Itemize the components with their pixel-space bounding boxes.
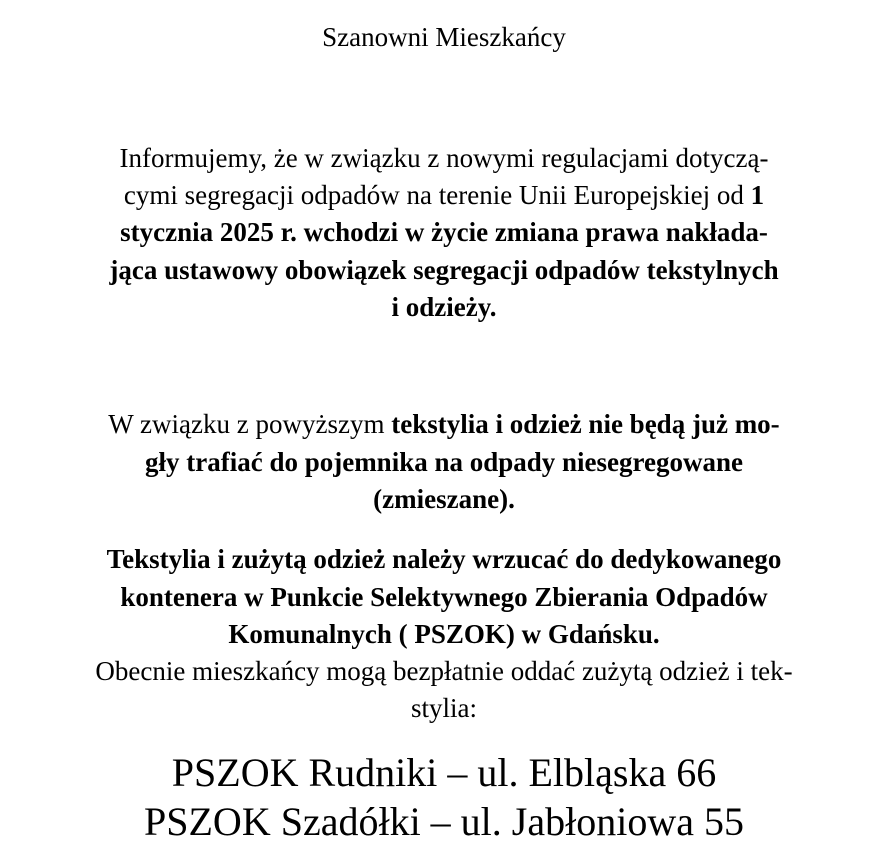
paragraph-2-line-1-bold: tekstylia i odzież nie będą już mo- [391, 409, 780, 439]
location-rudniki: PSZOK Rudniki – ul. Elbląska 66 [171, 750, 717, 795]
paragraph-1-line-1: Informujemy, że w związku z nowymi regulacjami dotyczą- [119, 143, 769, 173]
paragraph-2-line-3: (zmieszane). [373, 484, 515, 514]
paragraph-3-line-3: Komunalnych ( PSZOK) w Gdańsku. [228, 619, 660, 649]
paragraph-1-line-2-text: cymi segregacji odpadów na terenie Unii Europejskiej od [123, 180, 751, 210]
paragraph-1-line-5: i odzieży. [391, 292, 497, 322]
paragraph-2-line-1-text: W związku z powyższym [108, 409, 392, 439]
location-szadolki: PSZOK Szadółki – ul. Jabłoniowa 55 [144, 799, 744, 844]
paragraph-2-line-2: gły trafiać do pojemnika na odpady niesegregowane [144, 447, 744, 477]
paragraph-4-line-1: Obecnie mieszkańcy mogą bezpłatnie oddać zużytą odzież i tek- [95, 656, 793, 686]
paragraph-4-line-2: stylia: [411, 693, 477, 723]
paragraph-3-line-2: kontenera w Punkcie Selektywnego Zbierania Odpadów [120, 582, 768, 612]
paragraph-1-line-2-bold: 1 [750, 180, 765, 210]
paragraph-2-line-1 [0, 405, 888, 443]
paragraph-1-line-3: stycznia 2025 r. wchodzi w życie zmiana prawa nakłada- [120, 217, 768, 247]
paragraph-3-line-1: Tekstylia i zużytą odzież należy wrzucać do dedykowanego [106, 544, 782, 574]
paragraph-1-line-2 [0, 176, 888, 214]
greeting-heading: Szanowni Mieszkańcy [322, 22, 566, 52]
paragraph-1-line-4: jąca ustawowy obowiązek segregacji odpadów tekstylnych [109, 255, 779, 285]
